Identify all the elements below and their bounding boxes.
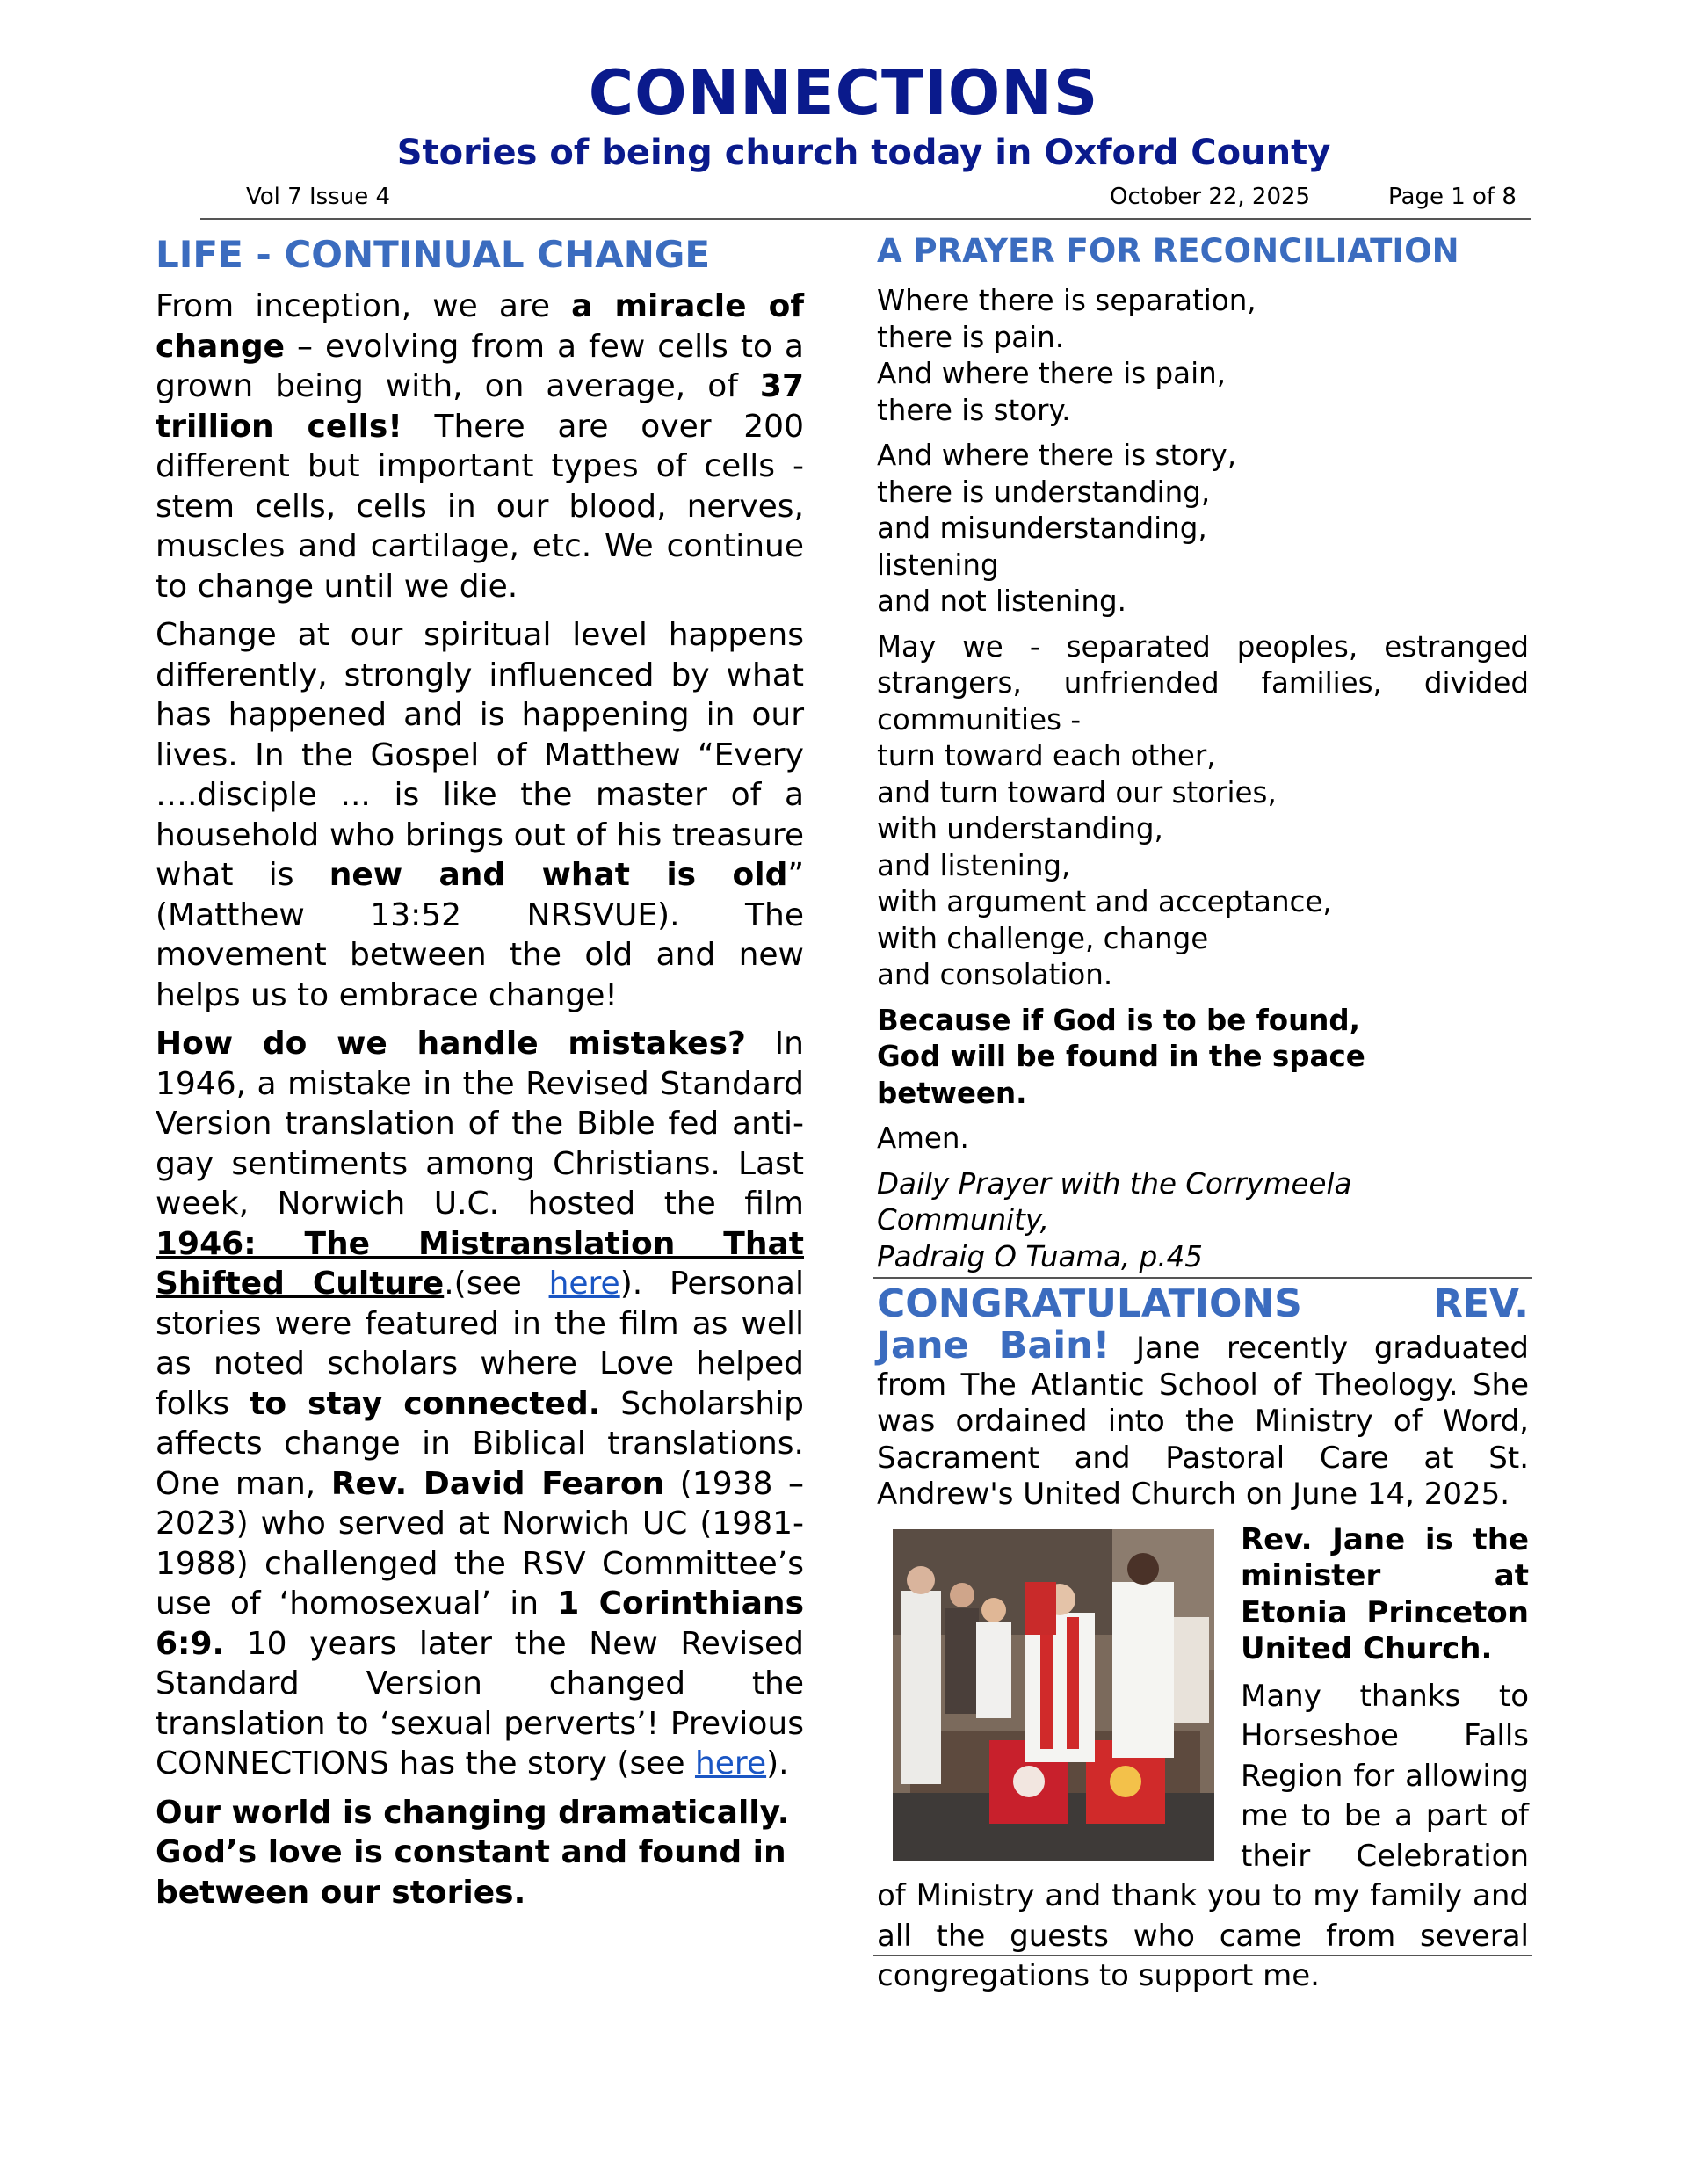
prayer-stanza-3: May we - separated peoples, estranged strangers, unfriended families, divided communities -: [877, 629, 1529, 736]
article-prayer: [877, 229, 1529, 2006]
masthead: [0, 56, 1687, 176]
article-heading: LIFE - CONTINUAL CHANGE: [156, 233, 711, 276]
congrats-heading: CONGRATULATIONS REV.: [877, 1281, 1529, 1326]
paragraph-3: How do we handle mistakes? In 1946, a mistake in the Revised Standard Version translation of the Bible fed anti-gay sentiments among Christians. Last week, Norwich U.C. hosted the film 1946: The Mistranslation That Shifted Culture.(see here). Personal stories were featured in the film as well as noted scholars where Love helped folks to stay connected. Scholarship affects change in Biblical translations. One man, Rev. David Fearon (1938 – 2023) who served at Norwich UC (1981-1988) challenged the RSV Committee’s use of ‘homosexual’ in 1 Corinthians 6:9. 10 years later the New Revised Standard Version changed the translation to ‘sexual perverts’! Previous CONNECTIONS has the story (see here).: [156, 1026, 805, 1781]
congrats-thanks: Many thanks to Horseshoe Falls Region for allowing me to be a part of their Celebration of Ministry and thank you to my family and all the guests who came from several congregations to support me.: [877, 1678, 1529, 1993]
previous-story-link[interactable]: here: [694, 1745, 767, 1781]
header-divider: [200, 218, 1531, 220]
newsletter-title: CONNECTIONS: [588, 57, 1099, 129]
closing-statement: Our world is changing dramatically. God’s love is constant and found in between our stories.: [156, 1794, 790, 1911]
page-number: Page 1 of 8: [1388, 184, 1517, 210]
issue-volume: Vol 7 Issue 4: [246, 184, 391, 210]
congrats-paragraph: Jane Bain! Jane recently graduated from The Atlantic School of Theology. She was ordained into the Ministry of Word, Sacrament and Pastoral Care at St. Andrew's United Church on June 14, 2025.: [877, 1324, 1530, 1512]
prayer-bold-lines: Because if God is to be found, God will be found in the space between.: [877, 1003, 1365, 1110]
newsletter-subtitle: Stories of being church today in Oxford County: [396, 133, 1331, 173]
film-link[interactable]: here: [548, 1266, 620, 1302]
ordination-photo: [893, 1529, 1214, 1861]
congrats-bold: Rev. Jane is the minister at Etonia Princeton United Church.: [1241, 1521, 1529, 1666]
issue-date: October 22, 2025: [1110, 184, 1311, 210]
prayer-amen: Amen.: [877, 1121, 969, 1155]
paragraph-1: From inception, we are a miracle of change – evolving from a few cells to a grown being with, on average, of 37 trillion cells! There are over 200 different but important types of cells - stem cells, cells in our blood, nerves, muscles and cartilage, etc. We continue to change until we die.: [156, 288, 804, 605]
prayer-stanza-3-lines: turn toward each other, and turn toward our stories, with understanding, and listening, with argument and acceptance, with challenge, change and consolation.: [877, 739, 1332, 991]
prayer-heading: A PRAYER FOR RECONCILIATION: [877, 232, 1459, 270]
bottom-divider: [873, 1955, 1532, 1956]
film-title: 1946: The Mistranslation That Shifted Culture: [156, 1225, 804, 1302]
prayer-source: Daily Prayer with the Corrymeela Community, Padraig O Tuama, p.45: [877, 1166, 1352, 1273]
prayer-stanza-1: Where there is separation, there is pain. And where there is pain, there is story.: [877, 284, 1256, 427]
prayer-stanza-2: And where there is story, there is understanding, and misunderstanding, listening and not listening.: [877, 439, 1237, 618]
section-divider: [873, 1277, 1532, 1279]
paragraph-2: Change at our spiritual level happens differently, strongly influenced by what has happened and is happening in our lives. In the Gospel of Matthew “Every ….disciple ... is like the master of a household who brings out of his treasure what is new and what is old” (Matthew 13:52 NRSVUE). The movement between the old and new helps us to embrace change!: [156, 617, 804, 1013]
article-life-continual-change: [156, 229, 804, 1921]
